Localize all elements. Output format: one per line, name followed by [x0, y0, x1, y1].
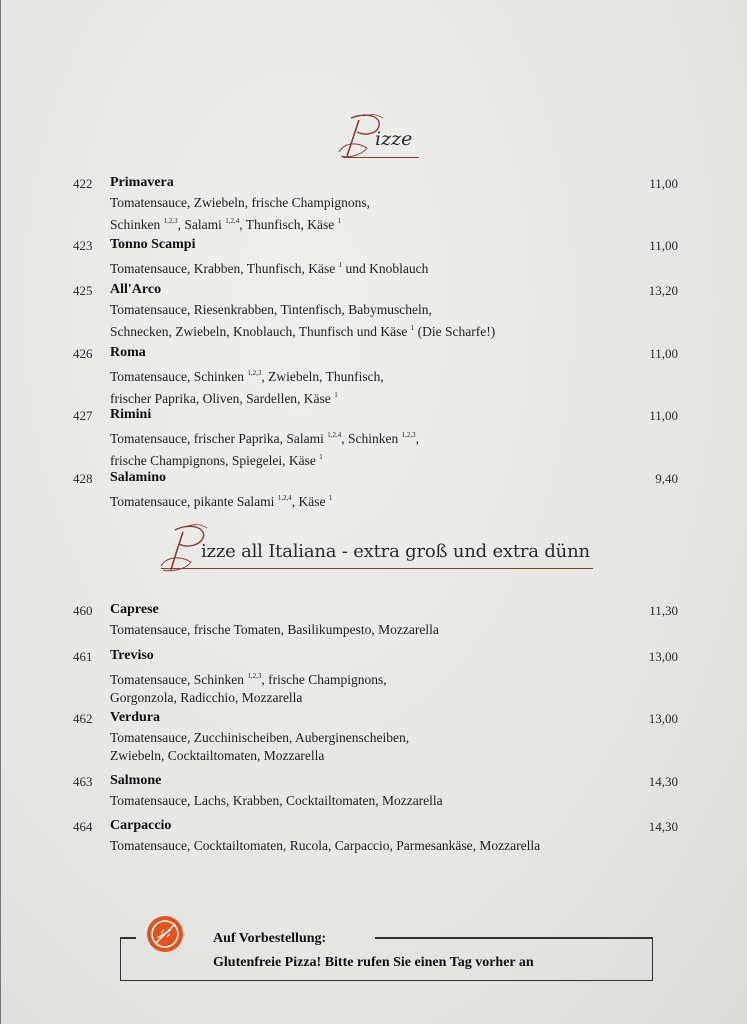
- item-number: 463: [73, 774, 93, 789]
- item-number: 422: [73, 176, 93, 191]
- item-number: 425: [73, 283, 93, 298]
- item-price: 9,40: [655, 471, 678, 486]
- item-description: Tomatensauce, Zwiebeln, frische Champignons, Schinken $^{1,2,3}$, Salami $^{1,2,4}$, Thunfisch, Käse $^1$: [110, 195, 370, 232]
- item-description: Tomatensauce, Schinken $^{1,2,3}$, Zwiebeln, Thunfisch, frischer Paprika, Oliven, Sardellen, Käse $^1$: [110, 369, 384, 406]
- item-price: 14,30: [648, 819, 678, 834]
- item-number: 462: [73, 711, 93, 726]
- section-heading-text: izze all Italiana - extra groß und extra dünn: [201, 541, 590, 562]
- item-number: 464: [73, 819, 93, 834]
- item-description: Tomatensauce, Lachs, Krabben, Cocktailtomaten, Mozzarella: [110, 793, 443, 808]
- item-price: 11,00: [649, 408, 678, 423]
- item-description: Tomatensauce, Krabben, Thunfisch, Käse $^1$ und Knoblauch: [110, 261, 429, 276]
- notice-text: Glutenfreie Pizza! Bitte rufen Sie einen Tag vorher an: [213, 955, 534, 970]
- item-name: Carpaccio: [110, 818, 172, 833]
- section-heading-text: izze: [375, 128, 413, 150]
- gluten-free-icon: [147, 916, 183, 952]
- item-price: 13,20: [648, 283, 678, 298]
- item-name: Verdura: [110, 710, 161, 725]
- notice-border-right: [375, 937, 653, 939]
- item-price: 14,30: [648, 774, 678, 789]
- section-heading-pizze-all-italiana: [159, 522, 599, 578]
- item-name: Salamino: [110, 470, 167, 485]
- item-number: 460: [73, 603, 93, 618]
- item-name: Treviso: [110, 648, 154, 663]
- item-name: Rimini: [110, 407, 152, 422]
- item-description: Tomatensauce, Zucchinischeiben, Auberginenscheiben, Zwiebeln, Cocktailtomaten, Mozzarella: [110, 730, 410, 763]
- item-price: 11,00: [649, 238, 678, 253]
- item-description: Tomatensauce, Cocktailtomaten, Rucola, Carpaccio, Parmesankäse, Mozzarella: [110, 838, 541, 853]
- item-description: Tomatensauce, frische Tomaten, Basilikumpesto, Mozzarella: [110, 622, 439, 637]
- item-number: 426: [73, 346, 93, 361]
- item-description: Tomatensauce, pikante Salami $^{1,2,4}$, Käse $^1$: [110, 494, 333, 509]
- item-price: 13,00: [648, 711, 678, 726]
- item-number: 423: [73, 238, 93, 253]
- item-price: 11,00: [649, 346, 678, 361]
- item-price: 11,00: [649, 176, 678, 191]
- item-name: All'Arco: [110, 282, 162, 297]
- notice-title: Auf Vorbestellung:: [213, 931, 327, 946]
- item-name: Tonno Scampi: [110, 237, 196, 252]
- item-number: 427: [73, 408, 93, 423]
- item-price: 11,30: [649, 603, 678, 618]
- item-description: Tomatensauce, frischer Paprika, Salami $^{1,2,4}$, Schinken $^{1,2,3}$, frische Champignons, Spiegelei, Käse $^1$: [110, 431, 419, 468]
- item-name: Roma: [110, 345, 146, 360]
- item-description: Tomatensauce, Schinken $^{1,2,3}$, frische Champignons, Gorgonzola, Radicchio, Mozzarella: [110, 672, 387, 705]
- notice-border-left: [120, 937, 136, 939]
- item-name: Salmone: [110, 773, 162, 788]
- wheat-crossed-icon: [147, 916, 183, 952]
- heading-underline: [161, 568, 593, 569]
- item-number: 461: [73, 649, 93, 664]
- item-price: 13,00: [648, 649, 678, 664]
- section-heading-pizze: [337, 112, 427, 168]
- item-name: Caprese: [110, 602, 159, 617]
- item-number: 428: [73, 471, 93, 486]
- heading-underline: [343, 157, 419, 158]
- item-name: Primavera: [110, 175, 174, 190]
- item-description: Tomatensauce, Riesenkrabben, Tintenfisch, Babymuscheln, Schnecken, Zwiebeln, Knoblauch, Thunfisch und Käse $^1$ (Die Scharfe!): [110, 302, 496, 339]
